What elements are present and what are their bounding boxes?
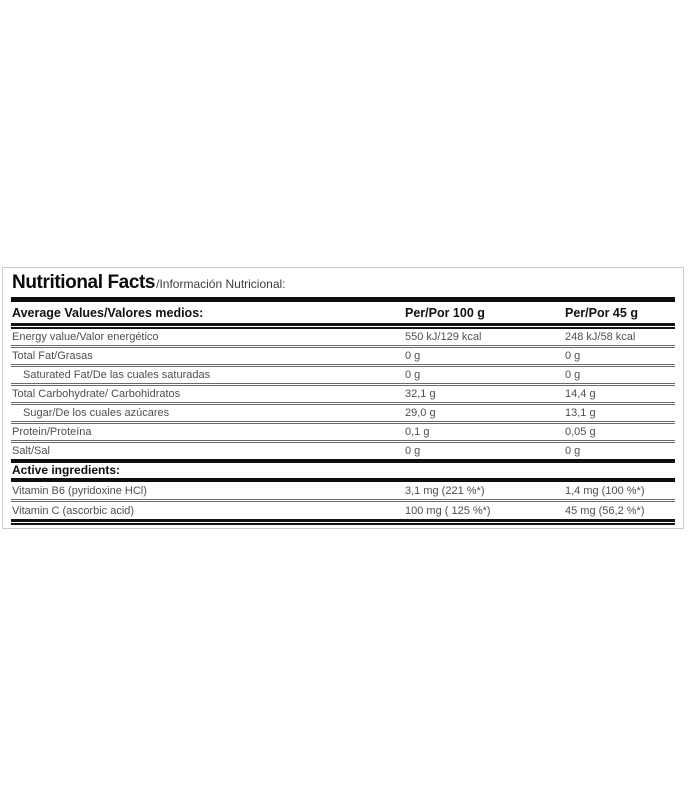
- value-per-45g: 45 mg (56,2 %*): [565, 504, 645, 517]
- value-per-100g: 3,1 mg (221 %*): [405, 484, 485, 497]
- header-per-100g: Per/Por 100 g: [405, 305, 485, 320]
- value-per-100g: 29,0 g: [405, 407, 436, 419]
- value-per-45g: 1,4 mg (100 %*): [565, 484, 645, 497]
- value-per-45g: 0 g: [565, 445, 581, 457]
- nutrient-name: Total Carbohydrate/ Carbohidratos: [12, 388, 181, 400]
- panel-title-row: [11, 272, 675, 297]
- table-row-saturated-fat: [11, 367, 675, 383]
- nutrition-facts-panel: [2, 267, 684, 529]
- active-ingredients-header: Active ingredients:: [12, 463, 121, 477]
- value-per-45g: 248 kJ/58 kcal: [565, 331, 636, 343]
- value-per-100g: 32,1 g: [405, 388, 436, 400]
- table-row-vitamin-b6: [11, 482, 675, 499]
- nutrient-name: Energy value/Valor energético: [12, 331, 159, 343]
- value-per-45g: 0 g: [565, 350, 581, 362]
- value-per-100g: 100 mg ( 125 %*): [405, 504, 491, 517]
- header-per-45g: Per/Por 45 g: [565, 305, 638, 320]
- value-per-45g: 0 g: [565, 369, 581, 381]
- value-per-45g: 0,05 g: [565, 426, 596, 438]
- nutrient-name: Vitamin C (ascorbic acid): [12, 504, 135, 517]
- nutrient-name: Salt/Sal: [12, 445, 50, 457]
- nutrient-name: Vitamin B6 (pyridoxine HCl): [12, 484, 147, 497]
- value-per-100g: 0 g: [405, 445, 421, 457]
- value-per-100g: 550 kJ/129 kcal: [405, 331, 482, 343]
- table-header-row: [11, 302, 675, 323]
- table-row-carbohydrate: [11, 386, 675, 402]
- nutrient-name: Total Fat/Grasas: [12, 350, 93, 362]
- panel-title: Nutritional Facts: [12, 272, 156, 293]
- value-per-45g: 14,4 g: [565, 388, 596, 400]
- nutrient-name: Sugar/De los cuales azúcares: [23, 407, 170, 419]
- table-row-salt: [11, 443, 675, 459]
- table-row-protein: [11, 424, 675, 440]
- panel-subtitle: /Información Nutricional:: [156, 277, 286, 291]
- value-per-100g: 0 g: [405, 350, 421, 362]
- divider-double-bottom: [11, 519, 675, 525]
- header-average-values: Average Values/Valores medios:: [12, 305, 204, 320]
- value-per-100g: 0,1 g: [405, 426, 430, 438]
- nutrient-name: Saturated Fat/De las cuales saturadas: [23, 369, 211, 381]
- table-row-sugar: [11, 405, 675, 421]
- value-per-100g: 0 g: [405, 369, 421, 381]
- nutrient-name: Protein/Proteína: [12, 426, 92, 438]
- table-row-total-fat: [11, 348, 675, 364]
- value-per-45g: 13,1 g: [565, 407, 596, 419]
- table-row-vitamin-c: [11, 502, 675, 519]
- table-row-energy: [11, 329, 675, 345]
